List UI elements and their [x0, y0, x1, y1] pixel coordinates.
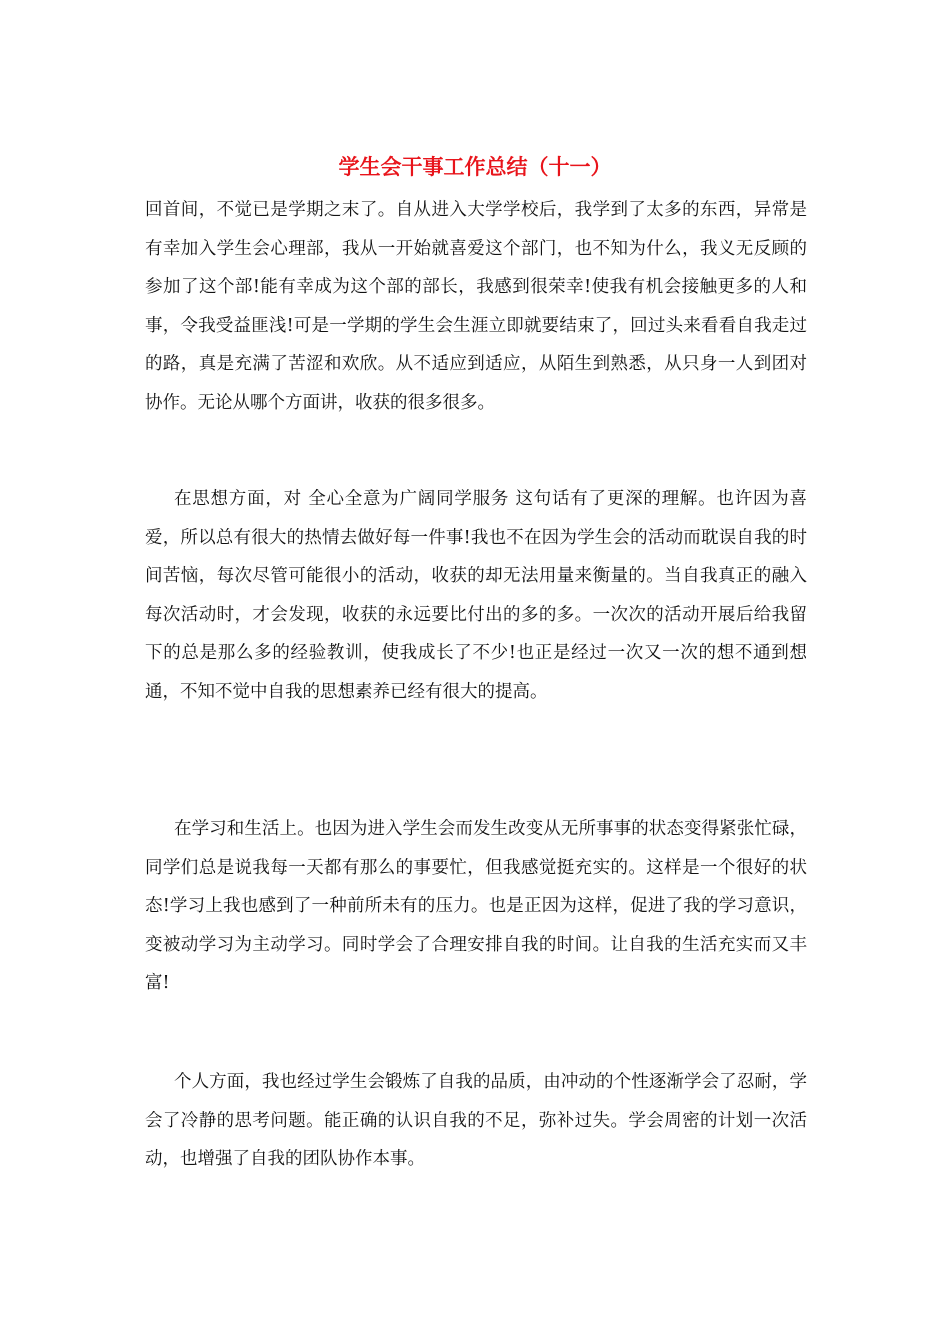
paragraph-thinking: 在思想方面，对 全心全意为广阔同学服务 这句话有了更深的理解。也许因为喜爱，所以总有很大的热情去做好每一件事!我也不在因为学生会的活动而耽误自我的时间苦恼，每次尽管可能很小的活动，收获的却无法用量来衡量的。当自我真正的融入每次活动时，才会发现，收获的永远要比付出的多的多。一次次的活动开展后给我留下的总是那么多的经验教训，使我成长了不少!也正是经过一次又一次的想不通到想通，不知不觉中自我的思想素养已经有很大的提高。: [145, 489, 807, 702]
paragraph-intro: 回首间，不觉已是学期之末了。自从进入大学学校后，我学到了太多的东西，异常是有幸加入学生会心理部，我从一开始就喜爱这个部门，也不知为什么，我义无反顾的参加了这个部!能有幸成为这个部的部长，我感到很荣幸!使我有机会接触更多的人和事，令我受益匪浅!可是一学期的学生会生涯立即就要结束了，回过头来看看自我走过的路，真是充满了苦涩和欢欣。从不适应到适应，从陌生到熟悉，从只身一人到团对协作。无论从哪个方面讲，收获的很多很多。: [145, 200, 807, 413]
paragraph-study-life: 在学习和生活上。也因为进入学生会而发生改变从无所事事的状态变得紧张忙碌，同学们总是说我每一天都有那么的事要忙，但我感觉挺充实的。这样是一个很好的状态!学习上我也感到了一种前所未有的压力。也是正因为这样，促进了我的学习意识，变被动学习为主动学习。同时学会了合理安排自我的时间。让自我的生活充实而又丰富!: [145, 819, 807, 993]
document-title: 学生会干事工作总结（十一）: [338, 155, 612, 179]
paragraph-personal: 个人方面，我也经过学生会锻炼了自我的品质，由冲动的个性逐渐学会了忍耐，学会了冷静的思考问题。能正确的认识自我的不足，弥补过失。学会周密的计划一次活动，也增强了自我的团队协作本事。: [145, 1072, 807, 1169]
